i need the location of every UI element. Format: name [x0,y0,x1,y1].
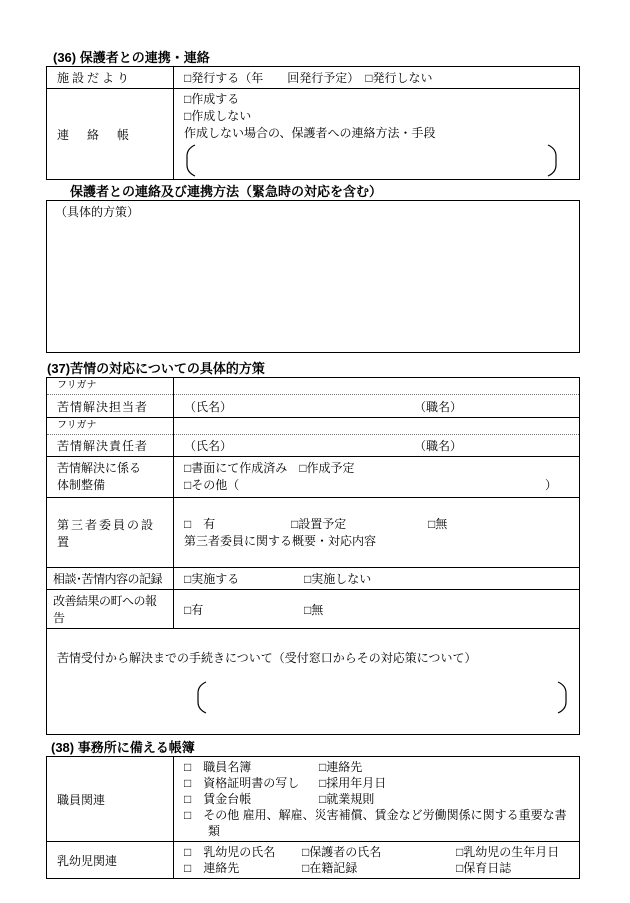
table-row-nyuyoji [47,842,580,879]
row-label-houkoku: 改善結果の町への報告 [47,590,174,629]
concrete-measures-label: （具体的方策） [55,205,140,219]
left-paren-icon [184,144,196,177]
row-label-tantousha: 苦情解決担当者 [47,395,174,418]
section-38-table [46,756,580,879]
tetsuzuki-content [47,629,580,735]
table-row-furigana-1 [47,378,580,395]
checkbox-line [184,775,571,791]
checkbox-option: □設置予定 [291,516,347,531]
houkoku-content [174,590,580,629]
checkbox-option: □実施する [184,572,240,586]
guardian-contact-subheading: 保護者との連絡及び連携方法（緊急時の対応を含む） [70,184,383,199]
checkbox-line-other: □ その他 雇用、解雇、災害補償、賃金など労働関係に関する重要な書類 [184,808,567,838]
furigana-blank-cell [174,378,580,395]
taisei-content [174,457,580,498]
daisansha-content [174,498,580,568]
checkbox-option: □無 [428,516,448,531]
kiroku-content [174,568,580,590]
fill-in-area [184,144,559,177]
table-row-daisansha [47,498,580,568]
concrete-measures-box [46,200,580,353]
fill-in-area [195,681,569,714]
tetsuzuki-label: 苦情受付から解決までの手続きについて（受付窓口からその対応策について） [57,650,477,665]
table-row-furigana-2 [47,418,580,435]
table-row-taisei [47,457,580,498]
section-38-heading: (38) 事務所に備える帳簿 [51,740,195,755]
checkbox-line-other [184,477,571,494]
checkbox-option: □ 有 [184,516,216,531]
note-line: 作成しない場合の、保護者への連絡方法・手段 [184,126,436,140]
section-36-table [46,66,580,180]
title-label: （職名） [414,399,463,414]
table-row-tetsuzuki [47,629,580,735]
table-row-renrakucho [47,89,580,180]
dayori-checkbox-line: □発行する（年 回発行予定） □発行しない [174,67,580,89]
right-paren-icon [557,681,569,714]
checkbox-option: □ 資格証明書の写し [184,776,300,790]
furigana-label: フリガナ [47,418,174,435]
renrakucho-content [174,89,580,180]
title-label: （職名） [414,439,463,453]
checkbox-line [184,860,571,876]
table-row-tantousha [47,395,580,418]
row-label-kiroku: 相談･苦情内容の記録 [47,568,174,590]
note-line: 第三者委員に関する概要・対応内容 [184,533,377,548]
row-label-dayori: 施設だより [47,67,174,89]
other-prefix: □その他（ [184,478,240,492]
furigana-blank-cell [174,418,580,435]
checkbox-option: □ 賃金台帳 [184,792,252,806]
checkbox-option: □連絡先 [319,760,363,774]
table-row-sekininsha [47,435,580,457]
name-label: （氏名） [184,399,233,414]
checkbox-option: □就業規則 [319,792,375,806]
checkbox-option: □ 乳幼児の氏名 [184,845,276,859]
section-36-heading: (36) 保護者との連携・連絡 [53,50,210,65]
checkbox-line [184,791,571,807]
nyuyoji-content [174,842,580,879]
checkbox-line: □書面にて作成済み □作成予定 [184,461,355,475]
checkbox-line: □作成する [184,92,240,106]
row-label-shokuin: 職員関連 [47,757,174,842]
label-line: 苦情解決に係る [57,461,142,475]
checkbox-option: □ 連絡先 [184,861,240,875]
table-row-shokuin [47,757,580,842]
name-label: （氏名） [184,439,233,453]
section-37-heading: (37)苦情の対応についての具体的方策 [47,361,265,376]
checkbox-line: □作成しない [184,109,252,123]
row-label-sekininsha: 苦情解決責任者 [47,435,174,457]
sekininsha-name-cell [174,435,580,457]
label-line: 体制整備 [57,478,106,492]
checkbox-option: □実施しない [304,572,372,586]
checkbox-line [184,516,571,533]
section-37-table [46,377,580,735]
table-row-kiroku [47,568,580,590]
furigana-label: フリガナ [47,378,174,395]
right-paren-icon [547,144,559,177]
row-label-daisansha: 第三者委員の設置 [47,498,174,568]
row-label-nyuyoji: 乳幼児関連 [47,842,174,879]
checkbox-line [184,759,571,775]
checkbox-option: □保育日誌 [456,861,512,875]
blank-fill-space [239,477,545,494]
table-row-houkoku [47,590,580,629]
checkbox-line [184,844,571,860]
checkbox-option: □乳幼児の生年月日 [456,845,560,859]
row-label-renrakucho: 連 絡 帳 [47,89,174,180]
table-row-dayori [47,67,580,89]
shokuin-content [174,757,580,842]
checkbox-option: □有 [184,602,204,617]
checkbox-option: □保護者の氏名 [302,845,382,859]
checkbox-option: □無 [304,602,324,617]
other-suffix: ） [544,478,557,492]
tantousha-name-cell [174,395,580,418]
checkbox-option: □ 職員名簿 [184,760,252,774]
checkbox-option: □在籍記録 [302,861,358,875]
checkbox-option: □採用年月日 [319,776,387,790]
row-label-taisei [47,457,174,498]
left-paren-icon [195,681,207,714]
